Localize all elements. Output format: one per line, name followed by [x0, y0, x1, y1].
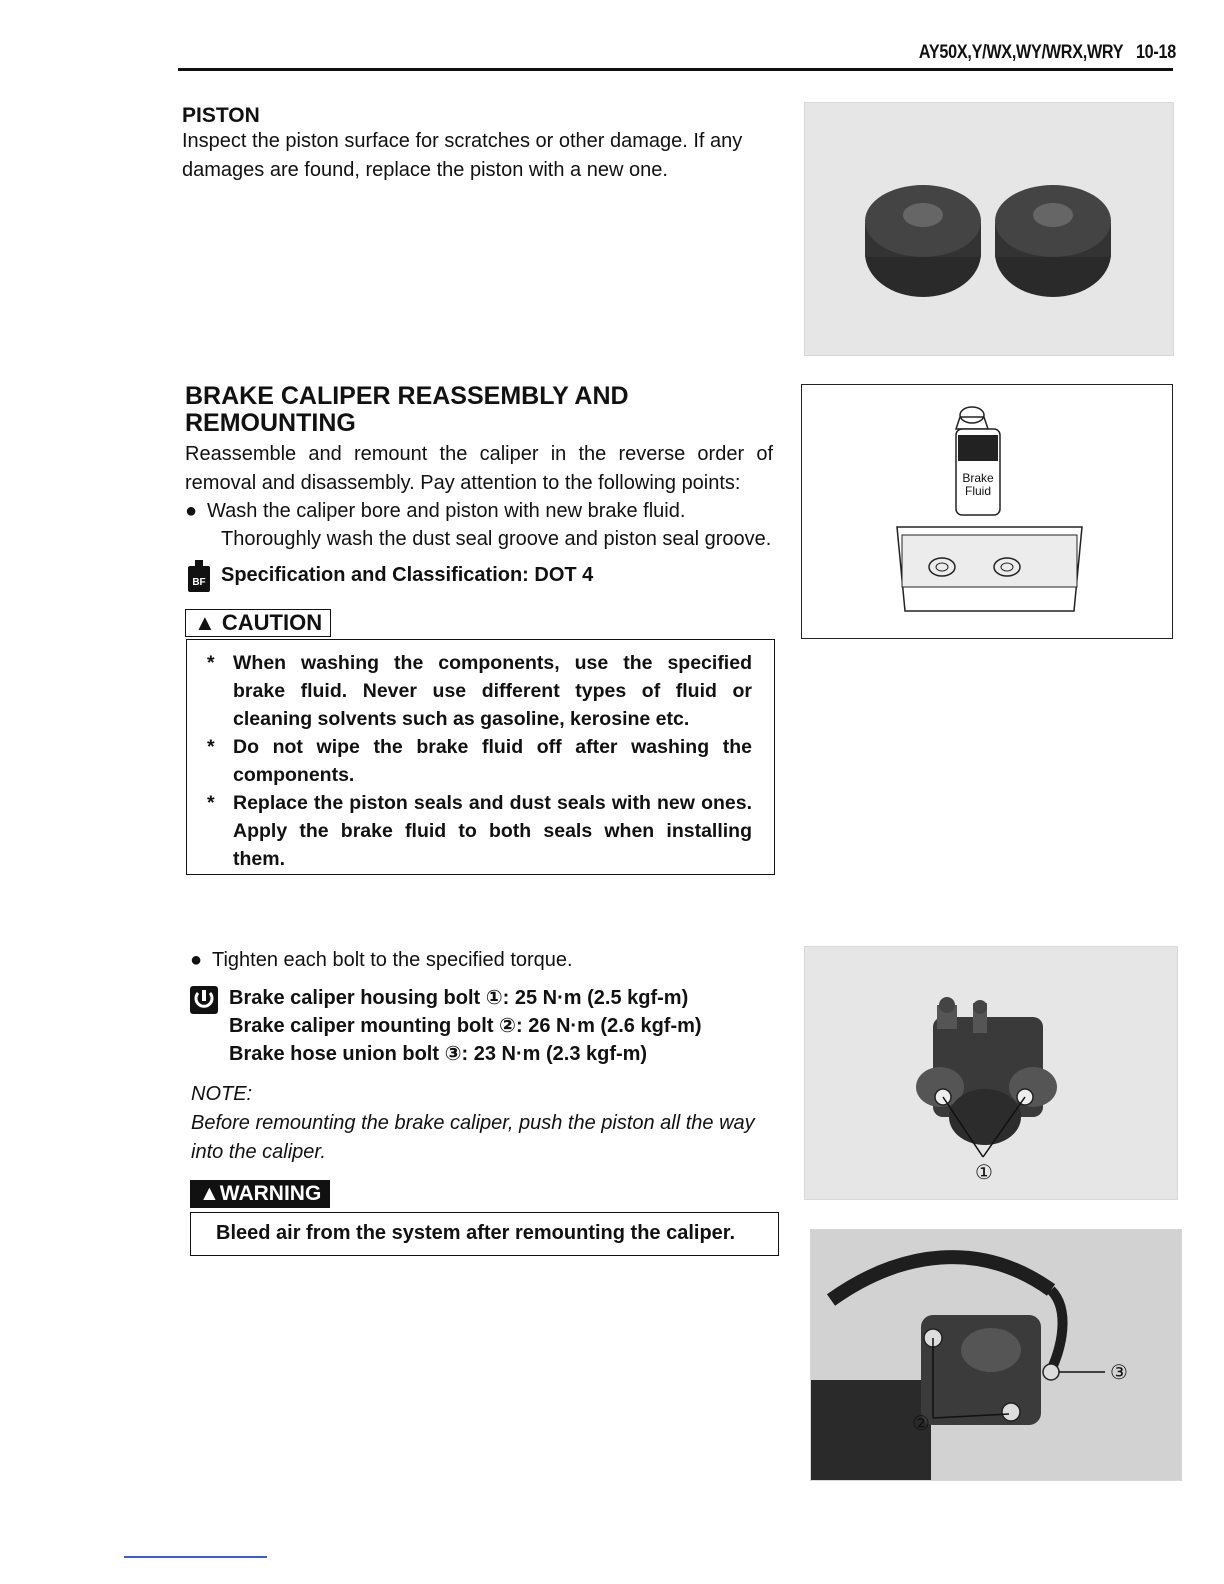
callout-1: ①: [975, 1160, 993, 1184]
torque-spec-line: Brake hose union bolt ③: 23 N·m (2.3 kgf-m): [229, 1043, 648, 1065]
brake-fluid-figure: [801, 384, 1173, 639]
model-code: AY50X,Y/WX,WY/WRX,WRY: [918, 42, 1124, 63]
reassembly-title-line1: BRAKE CALIPER REASSEMBLY AND: [185, 382, 629, 410]
torque-wrench-icon: [189, 985, 219, 1015]
torque-spec-line: Brake caliper mounting bolt ②: 26 N·m (2.6 kgf-m): [229, 1015, 702, 1037]
bf-icon-label: BF: [192, 577, 206, 588]
note-block: [191, 1080, 781, 1167]
caution-star: *: [207, 652, 215, 674]
warning-label-text: WARNING: [219, 1182, 322, 1205]
torque-bullet: [190, 946, 780, 974]
note-label: NOTE:: [191, 1083, 253, 1105]
piston-heading: PISTON: [182, 104, 260, 127]
caution-item: [207, 789, 752, 873]
warning-box: [190, 1212, 779, 1256]
caution-item: [207, 733, 752, 789]
fluid-can-tray-illustration: [802, 385, 1172, 638]
piston-body: Inspect the piston surface for scratches or other damage. If any damages are found, replace the piston with a new one.: [182, 130, 743, 181]
caution-label-text: CAUTION: [221, 610, 323, 635]
torque-spec-line: Brake caliper housing bolt ①: 25 N·m (2.5 kgf-m): [229, 987, 689, 1009]
callout-3: ③: [1110, 1360, 1128, 1384]
caution-item-text: Do not wipe the brake fluid off after washing the components.: [233, 736, 752, 786]
mounted-caliper-illustration: [811, 1230, 1181, 1480]
header-rule: [178, 68, 1173, 71]
caution-item-text: Replace the piston seals and dust seals with new ones. Apply the brake fluid to both seals when installing them.: [233, 792, 752, 870]
page-number: 10-18: [1135, 42, 1176, 63]
pistons-illustration: [805, 103, 1173, 355]
can-label-fluid: Fluid: [964, 484, 992, 498]
footer-link-rule: [124, 1556, 267, 1558]
reassembly-intro: Reassemble and remount the caliper in the reverse order of removal and disassembly. Pay attention to the following points:: [185, 443, 773, 494]
can-label-brake: Brake: [962, 471, 994, 485]
warning-label: ▲WARNING: [190, 1180, 330, 1208]
page-header: [907, 42, 1176, 64]
caution-box: [186, 639, 775, 875]
caution-label: ▲ CAUTION: [185, 609, 331, 637]
warning-text: Bleed air from the system after remounting the caliper.: [216, 1222, 736, 1244]
reassembly-title-line2: REMOUNTING: [185, 409, 356, 437]
caution-star: *: [207, 792, 215, 814]
callout-2: ②: [912, 1411, 930, 1435]
wash-bullet: [185, 497, 773, 553]
caution-star: *: [207, 736, 215, 758]
note-text: Before remounting the brake caliper, push the piston all the way into the caliper.: [191, 1112, 755, 1163]
spec-text: Specification and Classification: DOT 4: [221, 564, 594, 586]
bullet-dot: ●: [185, 500, 198, 522]
torque-bullet-text: Tighten each bolt to the specified torque.: [212, 949, 573, 971]
piston-photo: [804, 102, 1174, 356]
caliper-housing-photo: [804, 946, 1178, 1200]
torque-specs: [229, 984, 789, 1068]
reassembly-title: [185, 383, 785, 437]
wash-bullet-text: Wash the caliper bore and piston with new brake fluid. Thoroughly wash the dust seal groove and piston seal groove.: [207, 500, 772, 550]
caliper-mounted-photo: [810, 1229, 1182, 1481]
brake-fluid-icon: [186, 560, 212, 592]
bullet-dot: ●: [190, 949, 203, 971]
caution-item-text: When washing the components, use the specified brake fluid. Never use different types of fluid or cleaning solvents such as gasoline, kerosine etc.: [233, 652, 752, 730]
caution-item: [207, 649, 752, 733]
caliper-illustration: [805, 947, 1177, 1199]
